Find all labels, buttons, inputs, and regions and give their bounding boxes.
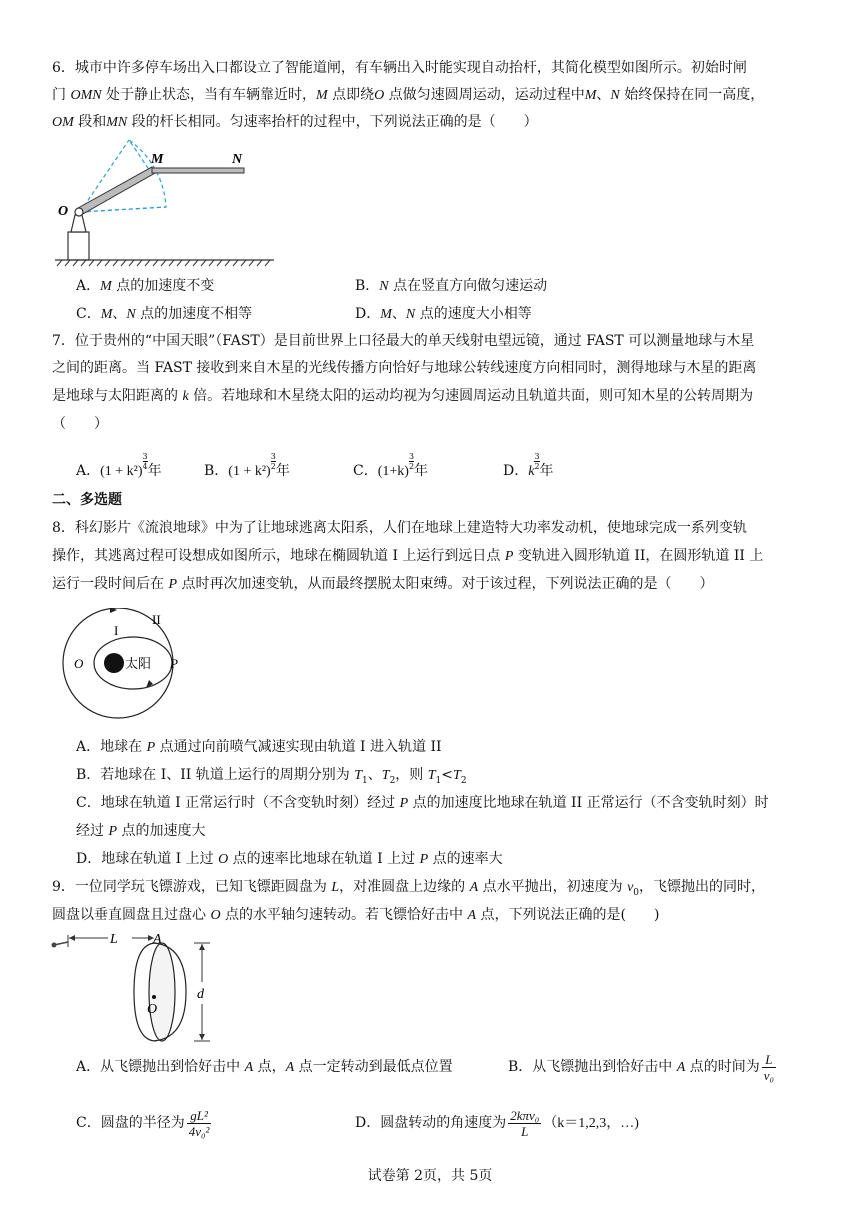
q9-option-b: B．从飞镖抛出到恰好击中 A 点的时间为 $\frac{L}{\text{v₀}}$ [508, 1051, 775, 1083]
q9-label-L: L [110, 932, 118, 947]
q9-text-line2: 圆盘以垂直圆盘且过盘心 O 点的水平轴匀速转动。若飞镖恰好击中 A 点，下列说法正确的是( ) [52, 907, 660, 923]
q8-option-d: D．地球在轨道 I 上过 O 点的速率比地球在轨道 I 上过 P 点的速率大 [76, 851, 503, 867]
q6-option-b: B．N 点在竖直方向做匀速运动 [355, 278, 548, 294]
q7-option-d: D．k $\frac{3}{2}$ 年 [503, 452, 554, 479]
q9-label-d: d [197, 987, 204, 1002]
q8-label-orbit-I: I [114, 623, 119, 638]
q7-text-line1: 7．位于贵州的“中国天眼”（FAST）是目前世界上口径最大的单天线射电望远镜，通过 FAST 可以测量地球与木星 [52, 333, 755, 349]
q6-label-O: O [58, 204, 69, 219]
q8-label-P: P [170, 656, 178, 671]
q8-text-line3: 运行一段时间后在 P 点时再次加速变轨，从而最终摆脱太阳束缚。对于该过程，下列说法正确的是（ ） [52, 576, 714, 592]
q8-option-c-line1: C．地球在轨道 I 正常运行时（不含变轨时刻）经过 P 点的加速度比地球在轨道 II 正常运行（不含变轨时刻）时 [76, 795, 769, 811]
q7-text-line3: 是地球与太阳距离的 k 倍。若地球和木星绕太阳的运动均视为匀速圆周运动且轨道共面，则可知木星的公转周期为 [52, 388, 754, 404]
q8-option-a: A．地球在 P 点通过向前喷气减速实现由轨道 I 进入轨道 II [76, 739, 442, 755]
q6-text-line3: OM 段和MN 段的杆长相同。匀速率抬杆的过程中，下列说法正确的是（ ） [52, 114, 538, 130]
q7-text-line2: 之间的距离。当 FAST 接收到来自木星的光线传播方向恰好与地球公转线速度方向相同时，测得地球与木星的距离 [52, 360, 757, 376]
q7-text-line4: （ ） [52, 416, 108, 432]
q8-orbit-figure [52, 608, 202, 724]
q8-text-line1: 8．科幻影片《流浪地球》中为了让地球逃离太阳系，人们在地球上建造特大功率发动机，使地球完成一系列变轨 [52, 520, 747, 536]
q8-option-c-line2: 经过 P 点的加速度大 [76, 823, 206, 839]
q9-option-d: D．圆盘转动的角速度为 $\frac{\text{2kπv₀}}{L}$ （k＝1,2,3，…) [355, 1107, 639, 1139]
q6-option-a: A．M 点的加速度不变 [76, 278, 215, 294]
q8-label-O: O [74, 656, 84, 671]
q9-option-a: A．从飞镖抛出到恰好击中 A 点，A 点一定转动到最低点位置 [76, 1059, 453, 1075]
q9-label-O: O [147, 1002, 158, 1017]
q8-label-sun: 太阳 [125, 656, 152, 671]
q8-text-line2: 操作，其逃离过程可设想成如图所示，地球在椭圆轨道 I 上运行到远日点 P 变轨进入圆形轨道 II，在圆形轨道 II 上 [52, 548, 764, 564]
q6-option-c: C．M、N 点的加速度不相等 [76, 306, 253, 322]
q9-label-A: A [153, 932, 162, 947]
section-title-multiple-choice: 二、多选题 [52, 492, 122, 508]
q9-text-line1: 9．一位同学玩飞镖游戏，已知飞镖距圆盘为 L，对准圆盘上边缘的 A 点水平抛出，初速度为 $v_0$，飞镖抛出的同时， [52, 879, 766, 898]
q7-option-a: A．(1 + k²) $\frac{3}{4}$ 年 [76, 452, 162, 479]
q6-barrier-gate-figure [52, 135, 282, 271]
q6-text-line2: 门 OMN 处于静止状态，当有车辆靠近时，M 点即绕O 点做匀速圆周运动，运动过程中M、N 始终保持在同一高度， [52, 87, 765, 103]
q7-option-c: C．(1+k) $\frac{3}{2}$ 年 [353, 452, 429, 479]
q8-option-b: B．若地球在 I、II 轨道上运行的周期分别为 $T_1$、$T_2$，则 $T_1<T_2$ [76, 767, 467, 786]
q9-dart-disc-figure [50, 930, 230, 1045]
q6-label-N: N [232, 152, 243, 167]
q9-option-c: C．圆盘的半径为 $\frac{\text{gL²}}{\text{4v₀²}}$ [76, 1107, 210, 1139]
q6-option-d: D．M、N 点的速度大小相等 [355, 306, 532, 322]
q7-option-b: B．(1 + k²) $\frac{3}{2}$ 年 [204, 452, 290, 479]
page-footer: 试卷第 2页，共 5页 [367, 1168, 493, 1184]
q6-label-M: M [151, 152, 164, 167]
q6-text-line1: 6．城市中许多停车场出入口都设立了智能道闸，有车辆出入时能实现自动抬杆，其简化模型如图所示。初始时闸 [52, 60, 747, 76]
q8-label-orbit-II: II [152, 612, 161, 627]
